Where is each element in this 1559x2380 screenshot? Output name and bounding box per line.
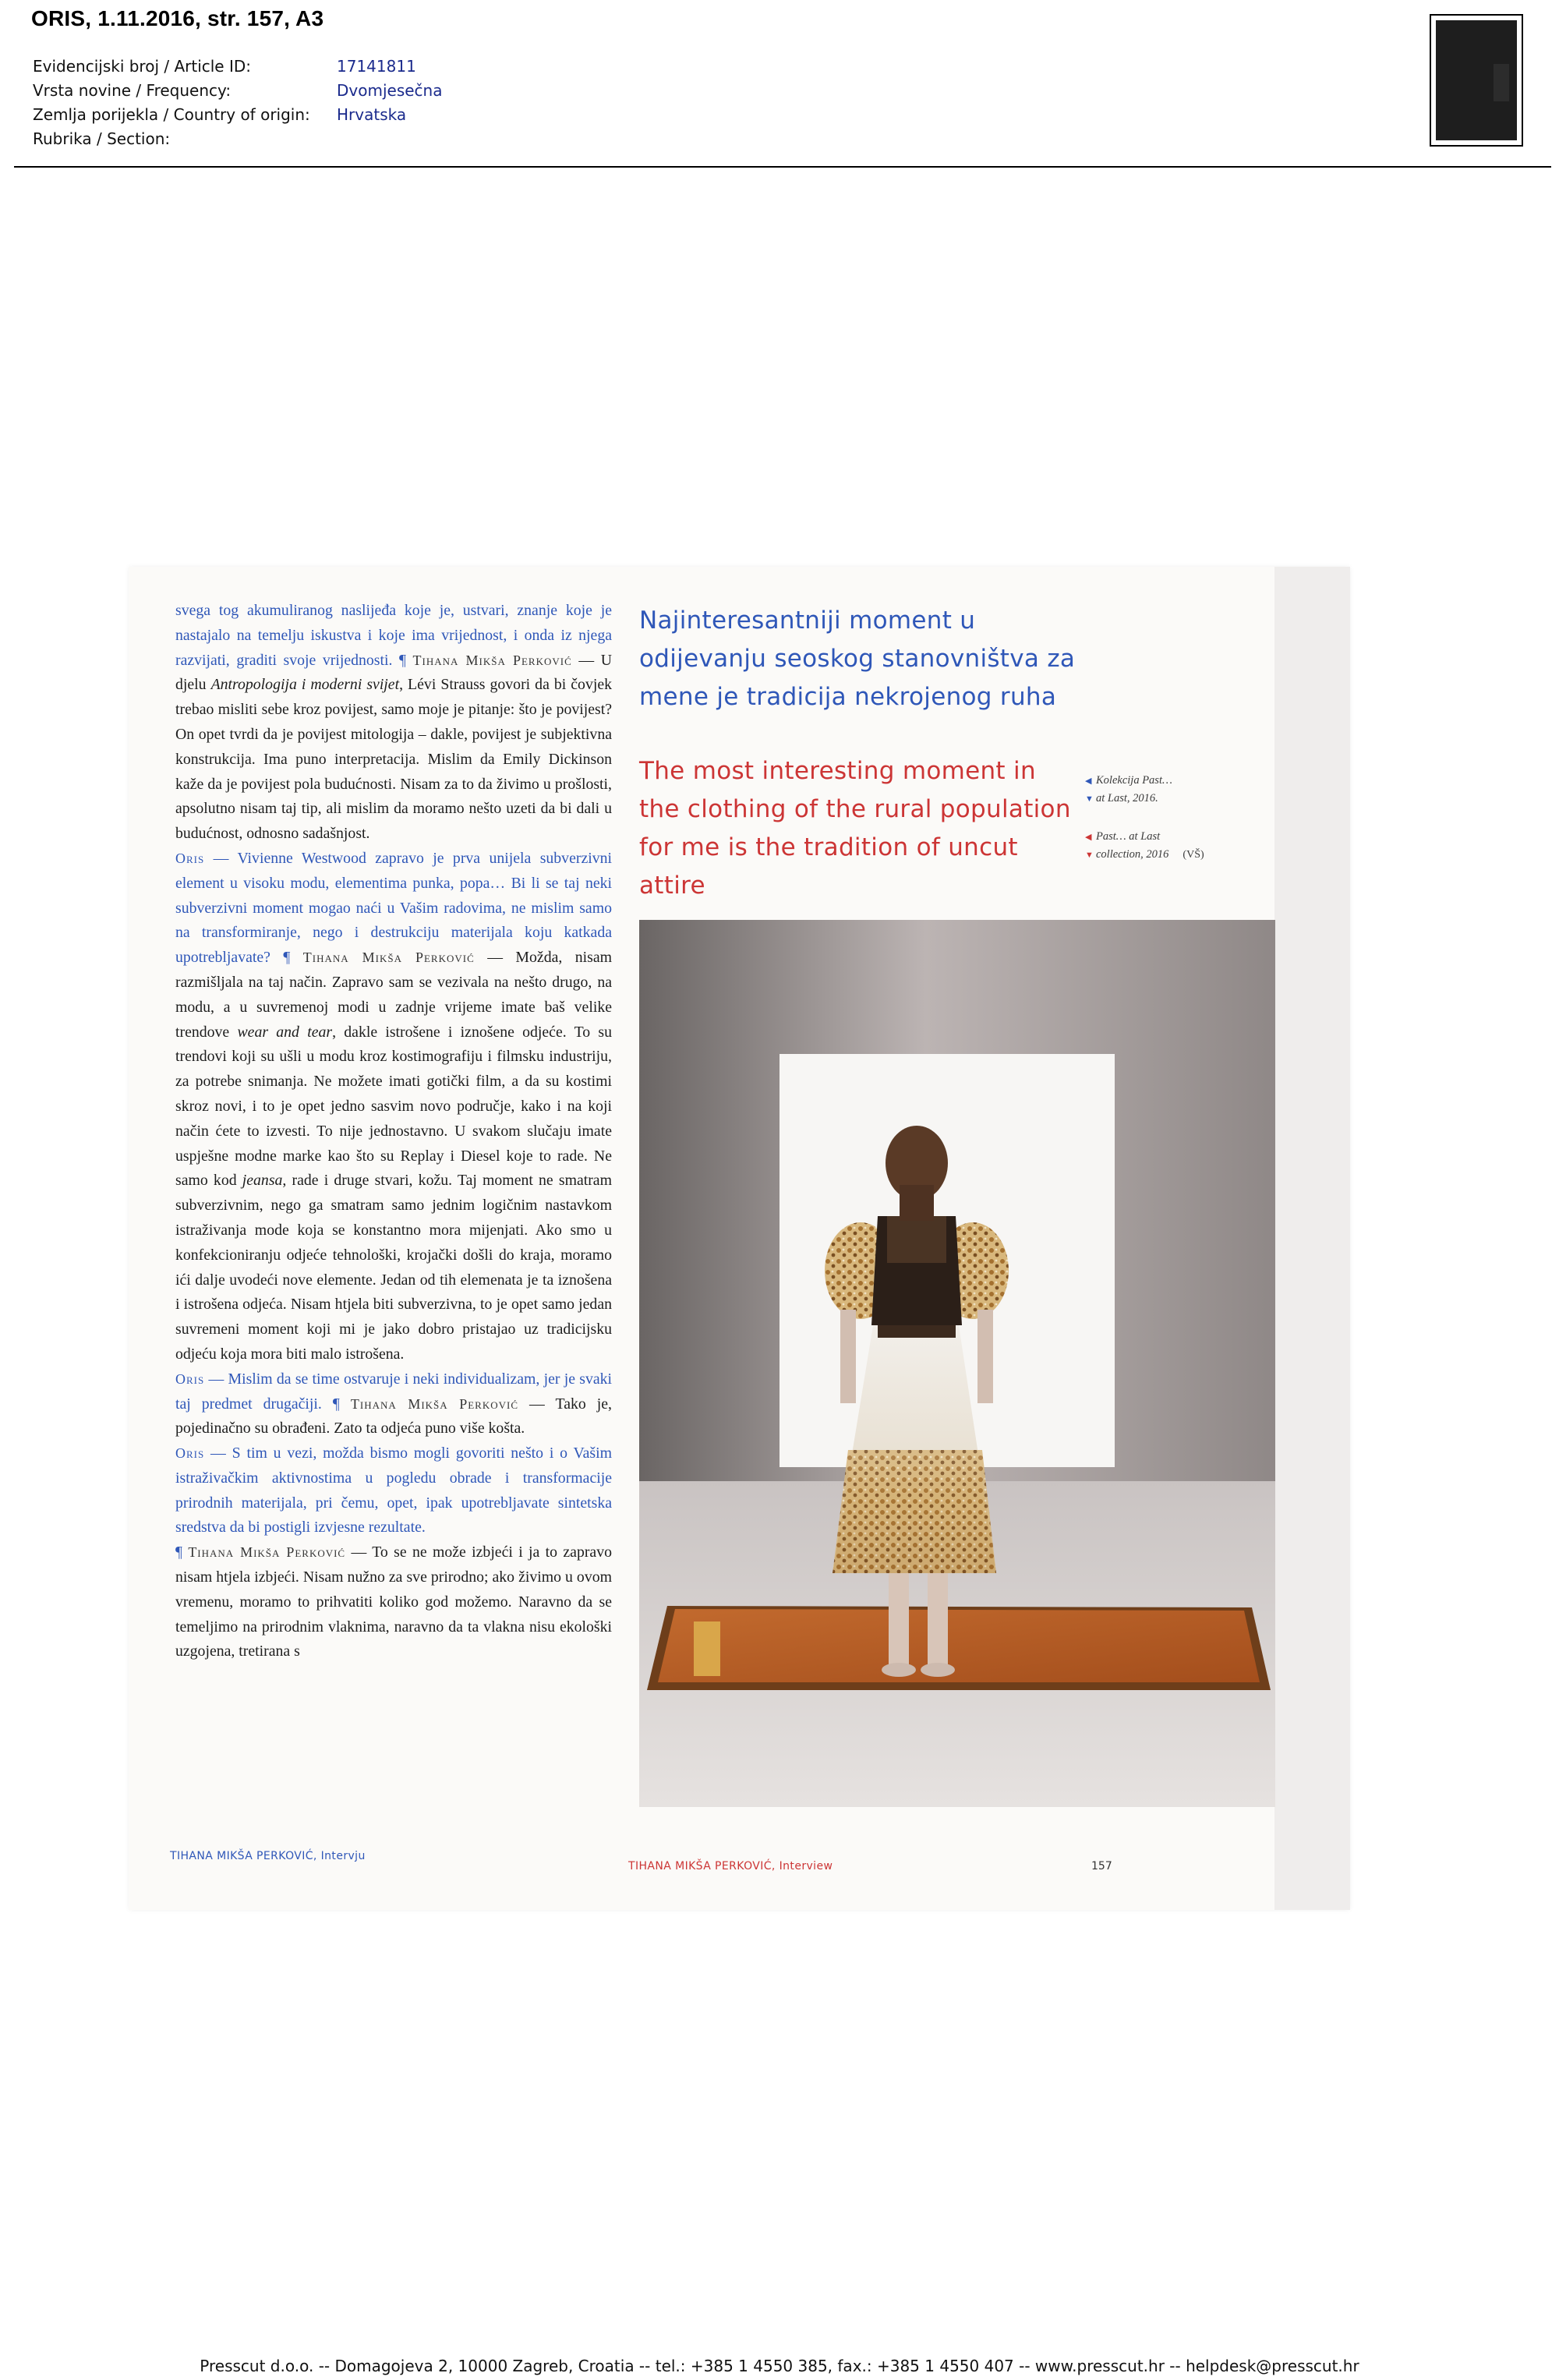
italic-title: jeansa bbox=[242, 1172, 283, 1190]
meta-value: Dvomjesečna bbox=[337, 81, 443, 100]
pull-quote-english: The most interesting moment in the clothing of the rural population for me is the tradition of uncut attire bbox=[639, 757, 1071, 900]
document-title: ORIS, 1.11.2016, str. 157, A3 bbox=[31, 6, 324, 30]
body-text-run: , Lévi Strauss govori da bi čovjek trebao misliti sebe kroz povijest, samo moje je pitanje: što je povijest? On opet tvrdi da je povijest mitologija – dakle, povijest je subjektivna konstrukcija. Ima puno interpretacija. Mislim da Emily Dickinson kaže da je povijest pola budućnosti. Nisam za to da živimo u prošlosti, apsolutno nisam taj tip, ali mislim da moramo nešto uzeti da bi dali u budućnost, odnosno sadašnjost. bbox=[175, 676, 613, 843]
pull-quote-croatian: Najinteresantniji moment u odijevanju seoskog stanovništva za mene je tradicija nekrojenog ruha bbox=[639, 606, 1076, 711]
interviewer-label: Oris bbox=[175, 1370, 205, 1387]
interviewee-label: Tihana Mikša Perković bbox=[412, 652, 572, 668]
interviewer-label: Oris bbox=[175, 850, 205, 866]
italic-title: wear and tear bbox=[237, 1023, 333, 1041]
meta-label: Evidencijski broj / Article ID: bbox=[33, 57, 252, 76]
meta-value: Hrvatska bbox=[337, 105, 407, 124]
photo-caption-english bbox=[1085, 828, 1204, 864]
interviewer-question: — Vivienne Westwood zapravo je prva unijela subverzivni element u visoku modu, elementima punka, popa… Bi li se taj neki subverzivni moment mogao naći u Vašim radovima, ne mislim samo na transformiranje, nego i destrukciju materijala koju katkada upotrebljavate? bbox=[175, 849, 612, 967]
page-number: 157 bbox=[1091, 1860, 1112, 1873]
interviewer-question: — Mislim da se time ostvaruje i neki individualizam, jer je svaki taj predmet drugačiji. bbox=[175, 1370, 612, 1413]
meta-row-article-id bbox=[33, 55, 442, 79]
body-text-run: — Tako je, pojedinačno su obrađeni. Zato ta odjeća puno više košta. bbox=[175, 1395, 612, 1438]
interviewer-question: — S tim u vezi, možda bismo mogli govoriti nešto i o Vašim istraživačkim aktivnostima u pogledu obrade i transformacije prirodnih materijala, pri čemu, opet, ipak upotrebljavate sintetska sredstva da bi postigli izvjesne rezultate. bbox=[175, 1445, 612, 1537]
body-text-run: , dakle istrošene i iznošene odjeće. To su trendovi koji su ušli u modu kroz kostimografiju i filmsku industriju, za potrebe snimanja. Ne možete imati gotički film, a da su kostimi skroz novi, i to je opet jedno sasvim novo područje, kako i na koji način ćete to izvesti. To nije jednostavno. U svakom slučaju imate uspješne modne marke kao što su Replay i Diesel koje to rade. Ne samo kod bbox=[175, 1023, 613, 1190]
photo-credit: (VŠ) bbox=[1183, 849, 1204, 861]
interviewee-label: Tihana Mikša Perković bbox=[302, 950, 475, 966]
interviewer-label: Oris bbox=[175, 1445, 205, 1462]
meta-value: 17141811 bbox=[337, 57, 416, 76]
meta-label: Rubrika / Section: bbox=[33, 129, 171, 148]
caption-pointer-icon: ◀ bbox=[1085, 776, 1092, 786]
interviewee-label: Tihana Mikša Perković bbox=[350, 1395, 519, 1412]
pilcrow-mark: ¶ bbox=[283, 949, 303, 967]
meta-label: Vrsta novine / Frequency: bbox=[33, 81, 232, 100]
meta-row-section bbox=[33, 127, 442, 151]
italic-title: Antropologija i moderni svijet bbox=[210, 676, 400, 694]
meta-row-country bbox=[33, 103, 442, 127]
clipping-edge-band bbox=[1274, 567, 1350, 1910]
interviewer-question: svega tog akumuliranog naslijeđa koje je, ustvari, znanje koje je nastajalo na temelju iskustva i koje ima vrijednost, i onda iz njega razvijati, graditi svoje vrijednosti. bbox=[175, 602, 612, 669]
body-text-run: — Možda, nisam razmišljala na taj način. Zapravo sam se vezivala na nešto drugo, na modu, a u suvremenoj modi u zadnje vrijeme imate baš velike trendove bbox=[175, 949, 612, 1041]
body-text-run: , rade i druge stvari, kožu. Taj moment ne smatram subverzivnim, nego ga smatram samo jednim logičnim nastavkom istraživanja mode koja se konstantno mora mijenjati. Ako smo u konfekcioniranju odjeće tehnološki, krojački došli do kraja, moramo ići dalje uvodeći nove elemente. Jedan od tih elemenata je ta iznošena i istrošena odjeća. Nisam htjela biti subverzivna, to je opet samo jedan suvremeni moment koji mi je jako dobro pristajao uz tradicijsku odjeću koja mora biti malo istrošena. bbox=[175, 1172, 612, 1363]
presscut-footer: Presscut d.o.o. -- Domagojeva 2, 10000 Zagreb, Croatia -- tel.: +385 1 4550 385, fax.: +385 1 4550 407 -- www.presscut.hr -- helpdesk@presscut.hr bbox=[200, 2357, 1359, 2375]
interviewee-label: Tihana Mikša Perković bbox=[188, 1544, 346, 1561]
meta-row-frequency bbox=[33, 79, 442, 103]
caption-pointer-down-icon: ▼ bbox=[1085, 794, 1094, 804]
page-thumbnail[interactable] bbox=[1430, 14, 1523, 147]
caption-text: Kolekcija Past… bbox=[1096, 774, 1172, 787]
caption-pointer-down-icon: ▼ bbox=[1085, 851, 1094, 860]
pilcrow-mark: ¶ bbox=[332, 1395, 351, 1413]
body-text-run: — To se ne može izbjeći i ja to zapravo nisam htjela izbjeći. Nisam nužno za sve prirodno; ako živimo u ovom vremenu, moramo to prihvatiti koliko god možemo. Naravno da se temeljimo na prirodnim vlaknima, naravno da ta vlakna nisu ekološki uzgojena, tretirana s bbox=[175, 1544, 612, 1660]
pilcrow-mark: ¶ bbox=[398, 651, 413, 669]
article-photo bbox=[639, 920, 1275, 1807]
meta-label: Zemlja porijekla / Country of origin: bbox=[33, 105, 310, 124]
caption-text: at Last, 2016. bbox=[1096, 792, 1158, 805]
caption-text: Past… at Last bbox=[1096, 830, 1161, 843]
footer-right-caption: TIHANA MIKŠA PERKOVIĆ, Interview bbox=[628, 1860, 833, 1873]
caption-text: collection, 2016 bbox=[1096, 848, 1169, 861]
photo-caption-croatian bbox=[1085, 772, 1172, 808]
article-body-text bbox=[175, 599, 612, 1664]
photo-illustration bbox=[639, 920, 1275, 1807]
pilcrow-mark: ¶ bbox=[175, 1544, 189, 1561]
footer-left-caption: TIHANA MIKŠA PERKOVIĆ, Intervju bbox=[170, 1850, 366, 1862]
body-text-run: — U djelu bbox=[175, 651, 612, 694]
header-divider bbox=[14, 166, 1551, 168]
caption-pointer-icon: ◀ bbox=[1085, 833, 1092, 842]
thumbnail-image bbox=[1436, 20, 1517, 140]
article-metadata bbox=[33, 55, 442, 151]
